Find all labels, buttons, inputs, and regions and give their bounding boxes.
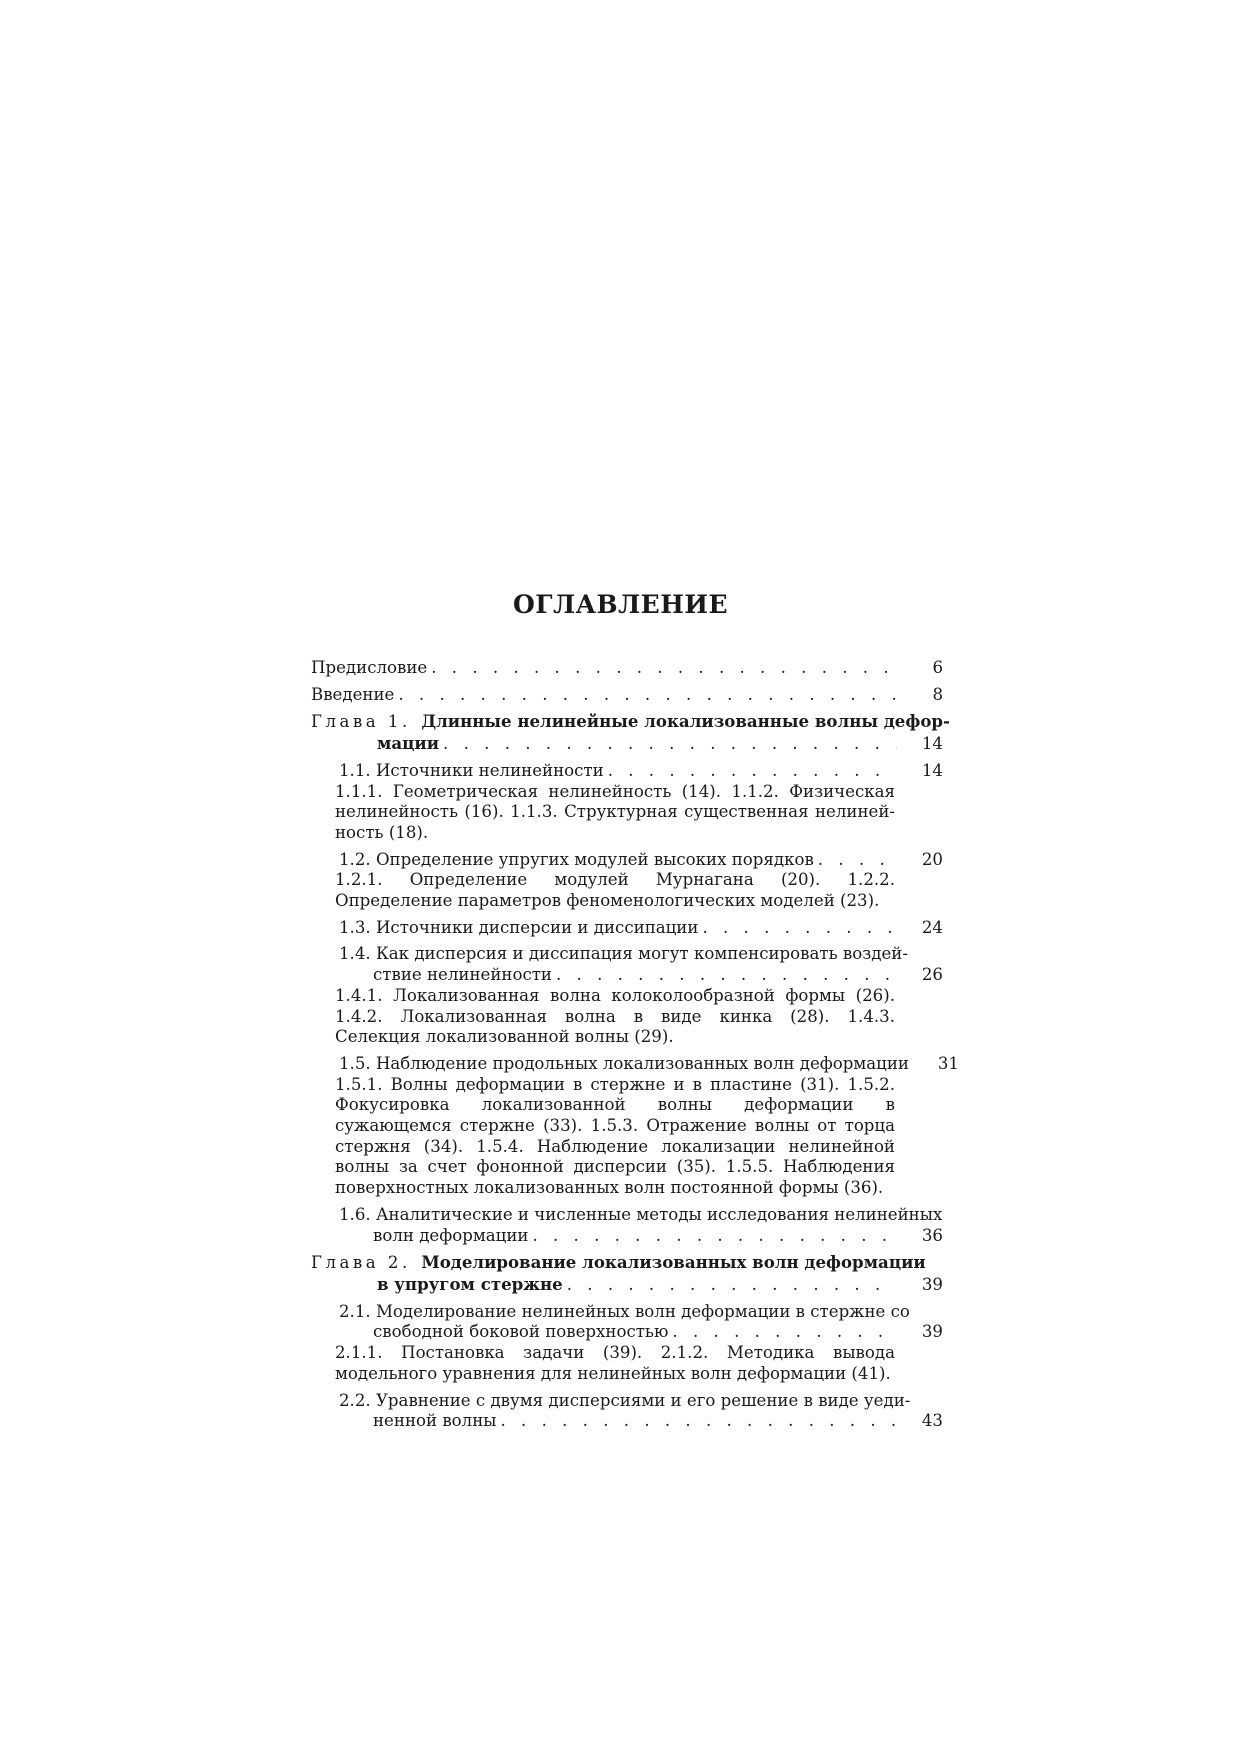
toc-section-2-1[interactable] [311, 1302, 943, 1343]
toc-chapter-2[interactable] [311, 1252, 943, 1295]
toc-label: Введение [311, 684, 395, 704]
toc-section-1-4[interactable] [311, 944, 943, 985]
chapter-label: Глава 1. [311, 712, 411, 732]
toc-label: Предисловие [311, 658, 428, 677]
section-label: 1.5. Наблюдение продольных локализованных волн деформации [339, 1053, 909, 1073]
toc-page-number: 6 [932, 658, 943, 677]
chapter-title: Моделирование локализованных волн деформации [421, 1252, 926, 1273]
dot-leader [818, 850, 897, 871]
toc-entry-intro[interactable] [311, 685, 943, 706]
dot-leader [443, 734, 897, 755]
table-of-contents [311, 658, 959, 1432]
dot-leader [608, 761, 897, 782]
toc-page-number: 31 [937, 1053, 959, 1073]
subsection-list: 1.2.1. Определение модулей Мурнагана (20). 1.2.2. Определение параметров феноменологических моделей (23). [335, 870, 895, 911]
dot-leader [431, 658, 897, 679]
section-label: 2.1. Моделирование нелинейных волн деформации в стержне со [339, 1301, 910, 1321]
chapter-title: Длинные нелинейные локализованные волны дефор- [421, 711, 950, 732]
toc-section-2-2[interactable] [311, 1391, 943, 1432]
chapter-title-cont: в упругом стержне [377, 1273, 563, 1294]
subsection-list: 1.1.1. Геометрическая нелинейность (14). 1.1.2. Физическая нелинейность (16). 1.1.3. Структурная существенная нелиней-ность (18). [335, 781, 895, 842]
section-label: 1.1. Источники нелинейности [339, 760, 604, 780]
toc-subsections-1-2 [311, 870, 943, 911]
toc-page-number: 39 [921, 1322, 943, 1342]
toc-page-number: 39 [921, 1274, 943, 1294]
dot-leader [556, 965, 897, 986]
dot-leader [702, 918, 897, 939]
section-label-cont: волн деформации [373, 1225, 529, 1245]
subsection-list: 2.1.1. Постановка задачи (39). 2.1.2. Методика вывода модельного уравнения для нелинейных волн деформации (41). [335, 1343, 895, 1383]
toc-chapter-1[interactable] [311, 711, 950, 754]
section-label-cont: ненной волны [373, 1411, 497, 1431]
toc-subsections-1-5 [311, 1075, 943, 1199]
toc-page-number: 26 [921, 965, 943, 985]
toc-page-number: 24 [921, 917, 943, 937]
toc-page-number: 14 [921, 734, 943, 754]
dot-leader [532, 1226, 897, 1247]
subsection-list: 1.5.1. Волны деформации в стержне и в пластине (31). 1.5.2. Фокусировка локализованной волны деформации в сужающемся стержне (33). 1.5.3. Отражение волны от торца стержня (34). 1.5.4. Наблюдение локализации нелинейной волны за счет фононной дисперсии (35). 1.5.5. Наблюдения поверхностных локализованных волн постоянной формы (36). [335, 1074, 895, 1198]
dot-leader [500, 1411, 897, 1432]
toc-section-1-2[interactable] [311, 850, 943, 871]
chapter-title-cont: мации [377, 733, 440, 754]
section-label-cont: ствие нелинейности [373, 965, 552, 985]
dot-leader [672, 1322, 897, 1343]
toc-entry-preface[interactable] [311, 658, 943, 679]
toc-page-number: 36 [921, 1225, 943, 1245]
chapter-label: Глава 2. [311, 1253, 411, 1273]
toc-section-1-3[interactable] [311, 918, 943, 939]
toc-page-number: 20 [921, 849, 943, 869]
toc-page-number: 14 [921, 760, 943, 780]
page-title: ОГЛАВЛЕНИЕ [512, 590, 729, 619]
toc-section-1-5[interactable] [311, 1053, 959, 1075]
toc-subsections-1-1 [311, 782, 943, 844]
toc-subsections-2-1 [311, 1343, 943, 1384]
dot-leader [567, 1275, 897, 1296]
toc-subsections-1-4 [311, 986, 943, 1048]
section-label: 1.6. Аналитические и численные методы исследования нелинейных [339, 1204, 943, 1224]
section-label: 1.4. Как дисперсия и диссипация могут компенсировать воздей- [339, 944, 908, 964]
section-label: 2.2. Уравнение с двумя дисперсиями и его решение в виде уеди- [339, 1390, 911, 1410]
toc-section-1-1[interactable] [311, 761, 943, 782]
section-label: 1.3. Источники дисперсии и диссипации [339, 917, 699, 937]
dot-leader [398, 685, 897, 706]
section-label: 1.2. Определение упругих модулей высоких порядков [339, 849, 814, 869]
toc-page-number: 8 [932, 684, 943, 704]
toc-page-number: 43 [921, 1411, 943, 1431]
section-label-cont: свободной боковой поверхностью [373, 1322, 669, 1342]
toc-section-1-6[interactable] [311, 1205, 943, 1246]
subsection-list: 1.4.1. Локализованная волна колоколообразной формы (26). 1.4.2. Локализованная волна в виде кинка (28). 1.4.3. Селекция локализованной волны (29). [335, 985, 895, 1047]
